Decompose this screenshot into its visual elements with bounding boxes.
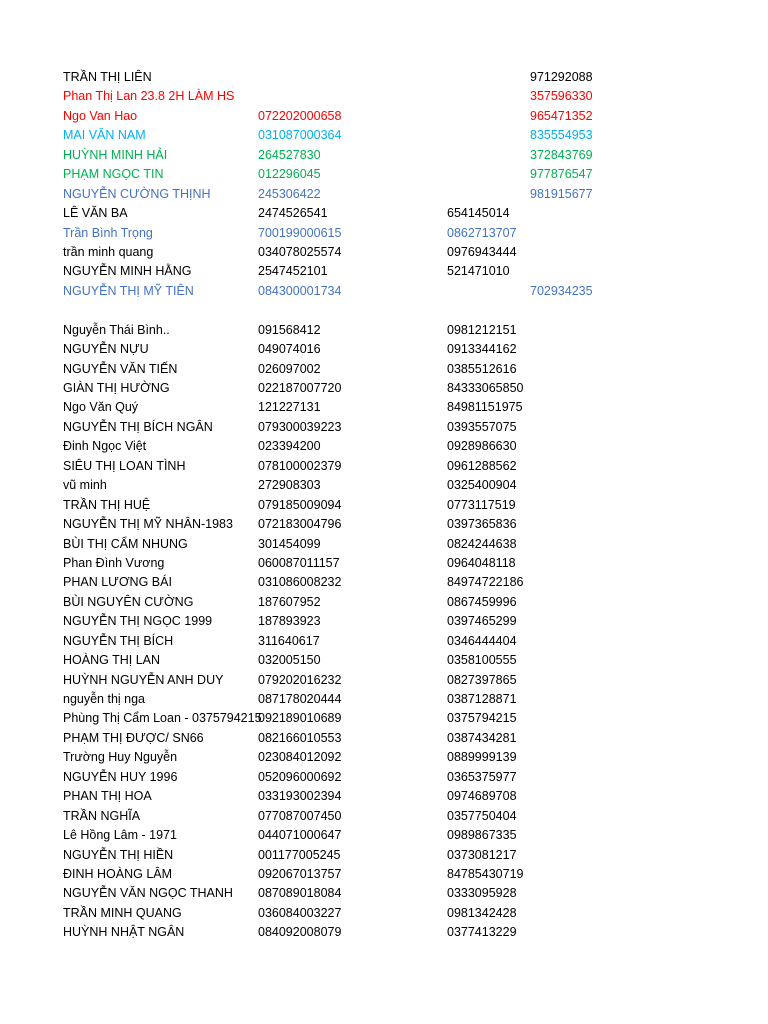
id-number-cell: 023084012092 xyxy=(258,750,342,765)
table-row xyxy=(0,185,768,204)
name-cell: NGUYỄN THỊ BÍCH NGÂN xyxy=(63,419,213,434)
phone-cell: 0889999139 xyxy=(447,750,517,765)
phone-cell: 0824244638 xyxy=(447,536,517,551)
name-cell: HUỲNH MINH HẢI xyxy=(63,147,168,162)
id-number-cell: 001177005245 xyxy=(258,847,341,862)
id-number-cell: 264527830 xyxy=(258,147,321,162)
id-number-cell: 272908303 xyxy=(258,478,321,493)
phone-cell: 0393557075 xyxy=(447,419,517,434)
id-number-cell: 031087000364 xyxy=(258,128,342,143)
id-number-cell: 012296045 xyxy=(258,167,321,182)
id-number-cell: 023394200 xyxy=(258,439,321,454)
name-cell: Ngo Van Hao xyxy=(63,108,138,123)
id-number-cell: 078100002379 xyxy=(258,458,342,473)
name-cell: TRẦN THỊ HUỆ xyxy=(63,497,151,512)
phone-cell: 965471352 xyxy=(530,108,593,123)
phone-cell: 0928986630 xyxy=(447,439,517,454)
phone-cell: 702934235 xyxy=(530,283,593,298)
table-row xyxy=(0,768,768,787)
phone-cell: 84333065850 xyxy=(447,381,524,395)
table-row xyxy=(0,612,768,631)
phone-cell: 0773117519 xyxy=(447,497,516,512)
id-number-cell: 084300001734 xyxy=(258,283,342,298)
phone-cell: 0357750404 xyxy=(447,808,517,823)
name-cell: Phan Thị Lan 23.8 2H LÀM HS xyxy=(63,89,235,104)
table-row xyxy=(0,535,768,554)
id-number-cell: 079185009094 xyxy=(258,497,342,512)
name-cell: NGUYỄN MINH HẰNG xyxy=(63,264,192,279)
table-row xyxy=(0,146,768,165)
phone-cell: 0862713707 xyxy=(447,225,517,240)
id-number-cell: 082166010553 xyxy=(258,730,342,745)
id-number-cell: 121227131 xyxy=(258,400,321,415)
table-row xyxy=(0,709,768,728)
table-row xyxy=(0,593,768,612)
id-number-cell: 092067013757 xyxy=(258,866,342,881)
phone-cell: 0397365836 xyxy=(447,517,517,532)
name-cell: trần minh quang xyxy=(63,244,154,259)
phone-cell: 981915677 xyxy=(530,186,593,201)
phone-cell: 971292088 xyxy=(530,70,593,84)
phone-cell: 0333095928 xyxy=(447,886,517,901)
table-row xyxy=(0,904,768,923)
blank-row xyxy=(0,301,768,320)
id-number-cell: 700199000615 xyxy=(258,225,342,240)
phone-cell: 0981342428 xyxy=(447,905,517,920)
name-cell: BÙI NGUYÊN CƯỜNG xyxy=(63,594,194,609)
name-cell: MAI VĂN NAM xyxy=(63,128,146,143)
table-row xyxy=(0,923,768,942)
table-row xyxy=(0,340,768,359)
id-number-cell: 034078025574 xyxy=(258,244,342,259)
phone-cell: 0989867335 xyxy=(447,828,517,843)
table-row xyxy=(0,126,768,145)
name-cell: NGUYỄN NỰU xyxy=(63,342,149,357)
id-number-cell: 087178020444 xyxy=(258,692,342,706)
name-cell: SIÊU THỊ LOAN TÌNH xyxy=(63,458,186,473)
phone-cell: 357596330 xyxy=(530,89,593,104)
name-cell: HOÀNG THỊ LAN xyxy=(63,653,161,668)
name-cell: nguyễn thị nga xyxy=(63,692,146,706)
id-number-cell: 187893923 xyxy=(258,614,321,629)
table-row xyxy=(0,671,768,690)
name-cell: ĐINH HOÀNG LÂM xyxy=(63,866,173,881)
phone-cell: 0867459996 xyxy=(447,594,517,609)
phone-cell: 84974722186 xyxy=(447,575,524,590)
table-row xyxy=(0,87,768,106)
table-row xyxy=(0,204,768,223)
id-number-cell: 245306422 xyxy=(258,186,321,201)
id-number-cell: 2474526541 xyxy=(258,206,328,221)
phone-cell: 84981151975 xyxy=(447,400,523,415)
table-row xyxy=(0,418,768,437)
name-cell: Trường Huy Nguyễn xyxy=(63,750,178,765)
phone-cell: 0981212151 xyxy=(447,322,517,337)
table-row xyxy=(0,360,768,379)
table-row xyxy=(0,476,768,495)
name-cell: Phùng Thị Cẩm Loan - 0375794215 xyxy=(63,711,262,726)
name-cell: NGUYỄN THỊ HIỀN xyxy=(63,847,174,862)
phone-cell: 0377413229 xyxy=(447,925,517,940)
name-cell: Đinh Ngọc Việt xyxy=(63,439,147,454)
table-row xyxy=(0,321,768,340)
phone-cell: 977876547 xyxy=(530,167,593,182)
table-row xyxy=(0,515,768,534)
table-row xyxy=(0,807,768,826)
table-row xyxy=(0,632,768,651)
name-cell: PHẠM THỊ ĐƯỢC/ SN66 xyxy=(63,730,204,745)
phone-cell: 372843769 xyxy=(530,147,593,162)
id-number-cell: 087089018084 xyxy=(258,886,342,901)
phone-cell: 0365375977 xyxy=(447,769,517,784)
table-row xyxy=(0,457,768,476)
table-row xyxy=(0,787,768,806)
name-cell: PHAN THỊ HOA xyxy=(63,789,152,804)
table-row xyxy=(0,573,768,592)
phone-cell: 0325400904 xyxy=(447,478,517,493)
id-number-cell: 091568412 xyxy=(258,322,321,337)
id-number-cell: 084092008079 xyxy=(258,925,342,940)
id-number-cell: 187607952 xyxy=(258,594,321,609)
id-number-cell: 311640617 xyxy=(258,633,320,648)
phone-cell: 0913344162 xyxy=(447,342,517,357)
table-row xyxy=(0,107,768,126)
id-number-cell: 079202016232 xyxy=(258,672,342,687)
name-cell: Phan Đình Vương xyxy=(63,555,165,570)
name-cell: BÙI THỊ CẨM NHUNG xyxy=(63,536,188,551)
id-number-cell: 026097002 xyxy=(258,361,321,376)
phone-cell: 0964048118 xyxy=(447,555,516,570)
name-cell: TRẦN THỊ LIÊN xyxy=(63,70,152,84)
phone-cell: 0974689708 xyxy=(447,789,517,804)
name-cell: Lê Hồng Lâm - 1971 xyxy=(63,828,177,843)
table-row xyxy=(0,262,768,281)
phone-cell: 0976943444 xyxy=(447,244,517,259)
phone-cell: 654145014 xyxy=(447,206,510,221)
id-number-cell: 033193002394 xyxy=(258,789,342,804)
name-cell: NGUYỄN CƯỜNG THỊNH xyxy=(63,186,211,201)
name-cell: PHẠM NGỌC TIN xyxy=(63,167,164,182)
table-row xyxy=(0,729,768,748)
name-cell: GIÀN THỊ HƯỜNG xyxy=(63,381,170,395)
name-cell: vũ minh xyxy=(63,478,107,493)
phone-cell: 0373081217 xyxy=(447,847,517,862)
id-number-cell: 049074016 xyxy=(258,342,321,357)
contact-list xyxy=(0,68,768,943)
name-cell: HUỲNH NGUYỄN ANH DUY xyxy=(63,672,224,687)
name-cell: Nguyễn Thái Bình.. xyxy=(63,322,170,337)
id-number-cell: 072183004796 xyxy=(258,517,342,532)
id-number-cell: 072202000658 xyxy=(258,108,342,123)
name-cell: NGUYỄN THỊ NGỌC 1999 xyxy=(63,614,213,629)
phone-cell: 521471010 xyxy=(447,264,510,279)
table-row xyxy=(0,748,768,767)
name-cell: NGUYỄN THỊ BÍCH xyxy=(63,633,174,648)
id-number-cell: 2547452101 xyxy=(258,264,328,279)
name-cell: NGUYỄN THỊ MỸ NHÂN-1983 xyxy=(63,517,233,532)
phone-cell: 835554953 xyxy=(530,128,593,143)
table-row xyxy=(0,690,768,709)
name-cell: PHAN LƯƠNG BÁI xyxy=(63,575,172,590)
id-number-cell: 077087007450 xyxy=(258,808,342,823)
name-cell: NGUYỄN VĂN TIẾN xyxy=(63,361,178,376)
table-row xyxy=(0,379,768,398)
name-cell: LÊ VĂN BA xyxy=(63,206,128,221)
table-row xyxy=(0,165,768,184)
phone-cell: 0358100555 xyxy=(447,653,517,668)
table-row xyxy=(0,437,768,456)
phone-cell: 0375794215 xyxy=(447,711,517,726)
table-row xyxy=(0,884,768,903)
id-number-cell: 052096000692 xyxy=(258,769,342,784)
id-number-cell: 060087011157 xyxy=(258,555,340,570)
table-row xyxy=(0,496,768,515)
table-row xyxy=(0,224,768,243)
name-cell: NGUYỄN VĂN NGỌC THANH xyxy=(63,886,233,901)
table-row xyxy=(0,68,768,87)
name-cell: TRẦN MINH QUANG xyxy=(63,905,182,920)
phone-cell: 0385512616 xyxy=(447,361,517,376)
name-cell: NGUYỄN HUY 1996 xyxy=(63,769,178,784)
name-cell: Ngo Văn Quý xyxy=(63,400,139,415)
id-number-cell: 031086008232 xyxy=(258,575,342,590)
phone-cell: 0397465299 xyxy=(447,614,517,629)
name-cell: HUỲNH NHẬT NGÂN xyxy=(63,925,185,940)
id-number-cell: 092189010689 xyxy=(258,711,342,726)
table-row xyxy=(0,398,768,417)
id-number-cell: 036084003227 xyxy=(258,905,342,920)
name-cell: Trần Bình Trọng xyxy=(63,225,153,240)
id-number-cell: 044071000647 xyxy=(258,828,342,843)
table-row xyxy=(0,282,768,301)
name-cell: NGUYỄN THỊ MỸ TIÊN xyxy=(63,283,194,298)
name-cell: TRẦN NGHĨA xyxy=(63,808,141,823)
id-number-cell: 301454099 xyxy=(258,536,321,551)
phone-cell: 0387434281 xyxy=(447,730,517,745)
id-number-cell: 079300039223 xyxy=(258,419,342,434)
table-row xyxy=(0,554,768,573)
table-row xyxy=(0,243,768,262)
phone-cell: 0387128871 xyxy=(447,692,517,706)
table-row xyxy=(0,846,768,865)
phone-cell: 0346444404 xyxy=(447,633,517,648)
id-number-cell: 022187007720 xyxy=(258,381,342,395)
phone-cell: 0961288562 xyxy=(447,458,517,473)
table-row xyxy=(0,865,768,884)
table-row xyxy=(0,826,768,845)
table-row xyxy=(0,651,768,670)
phone-cell: 84785430719 xyxy=(447,866,524,881)
id-number-cell: 032005150 xyxy=(258,653,321,668)
phone-cell: 0827397865 xyxy=(447,672,517,687)
